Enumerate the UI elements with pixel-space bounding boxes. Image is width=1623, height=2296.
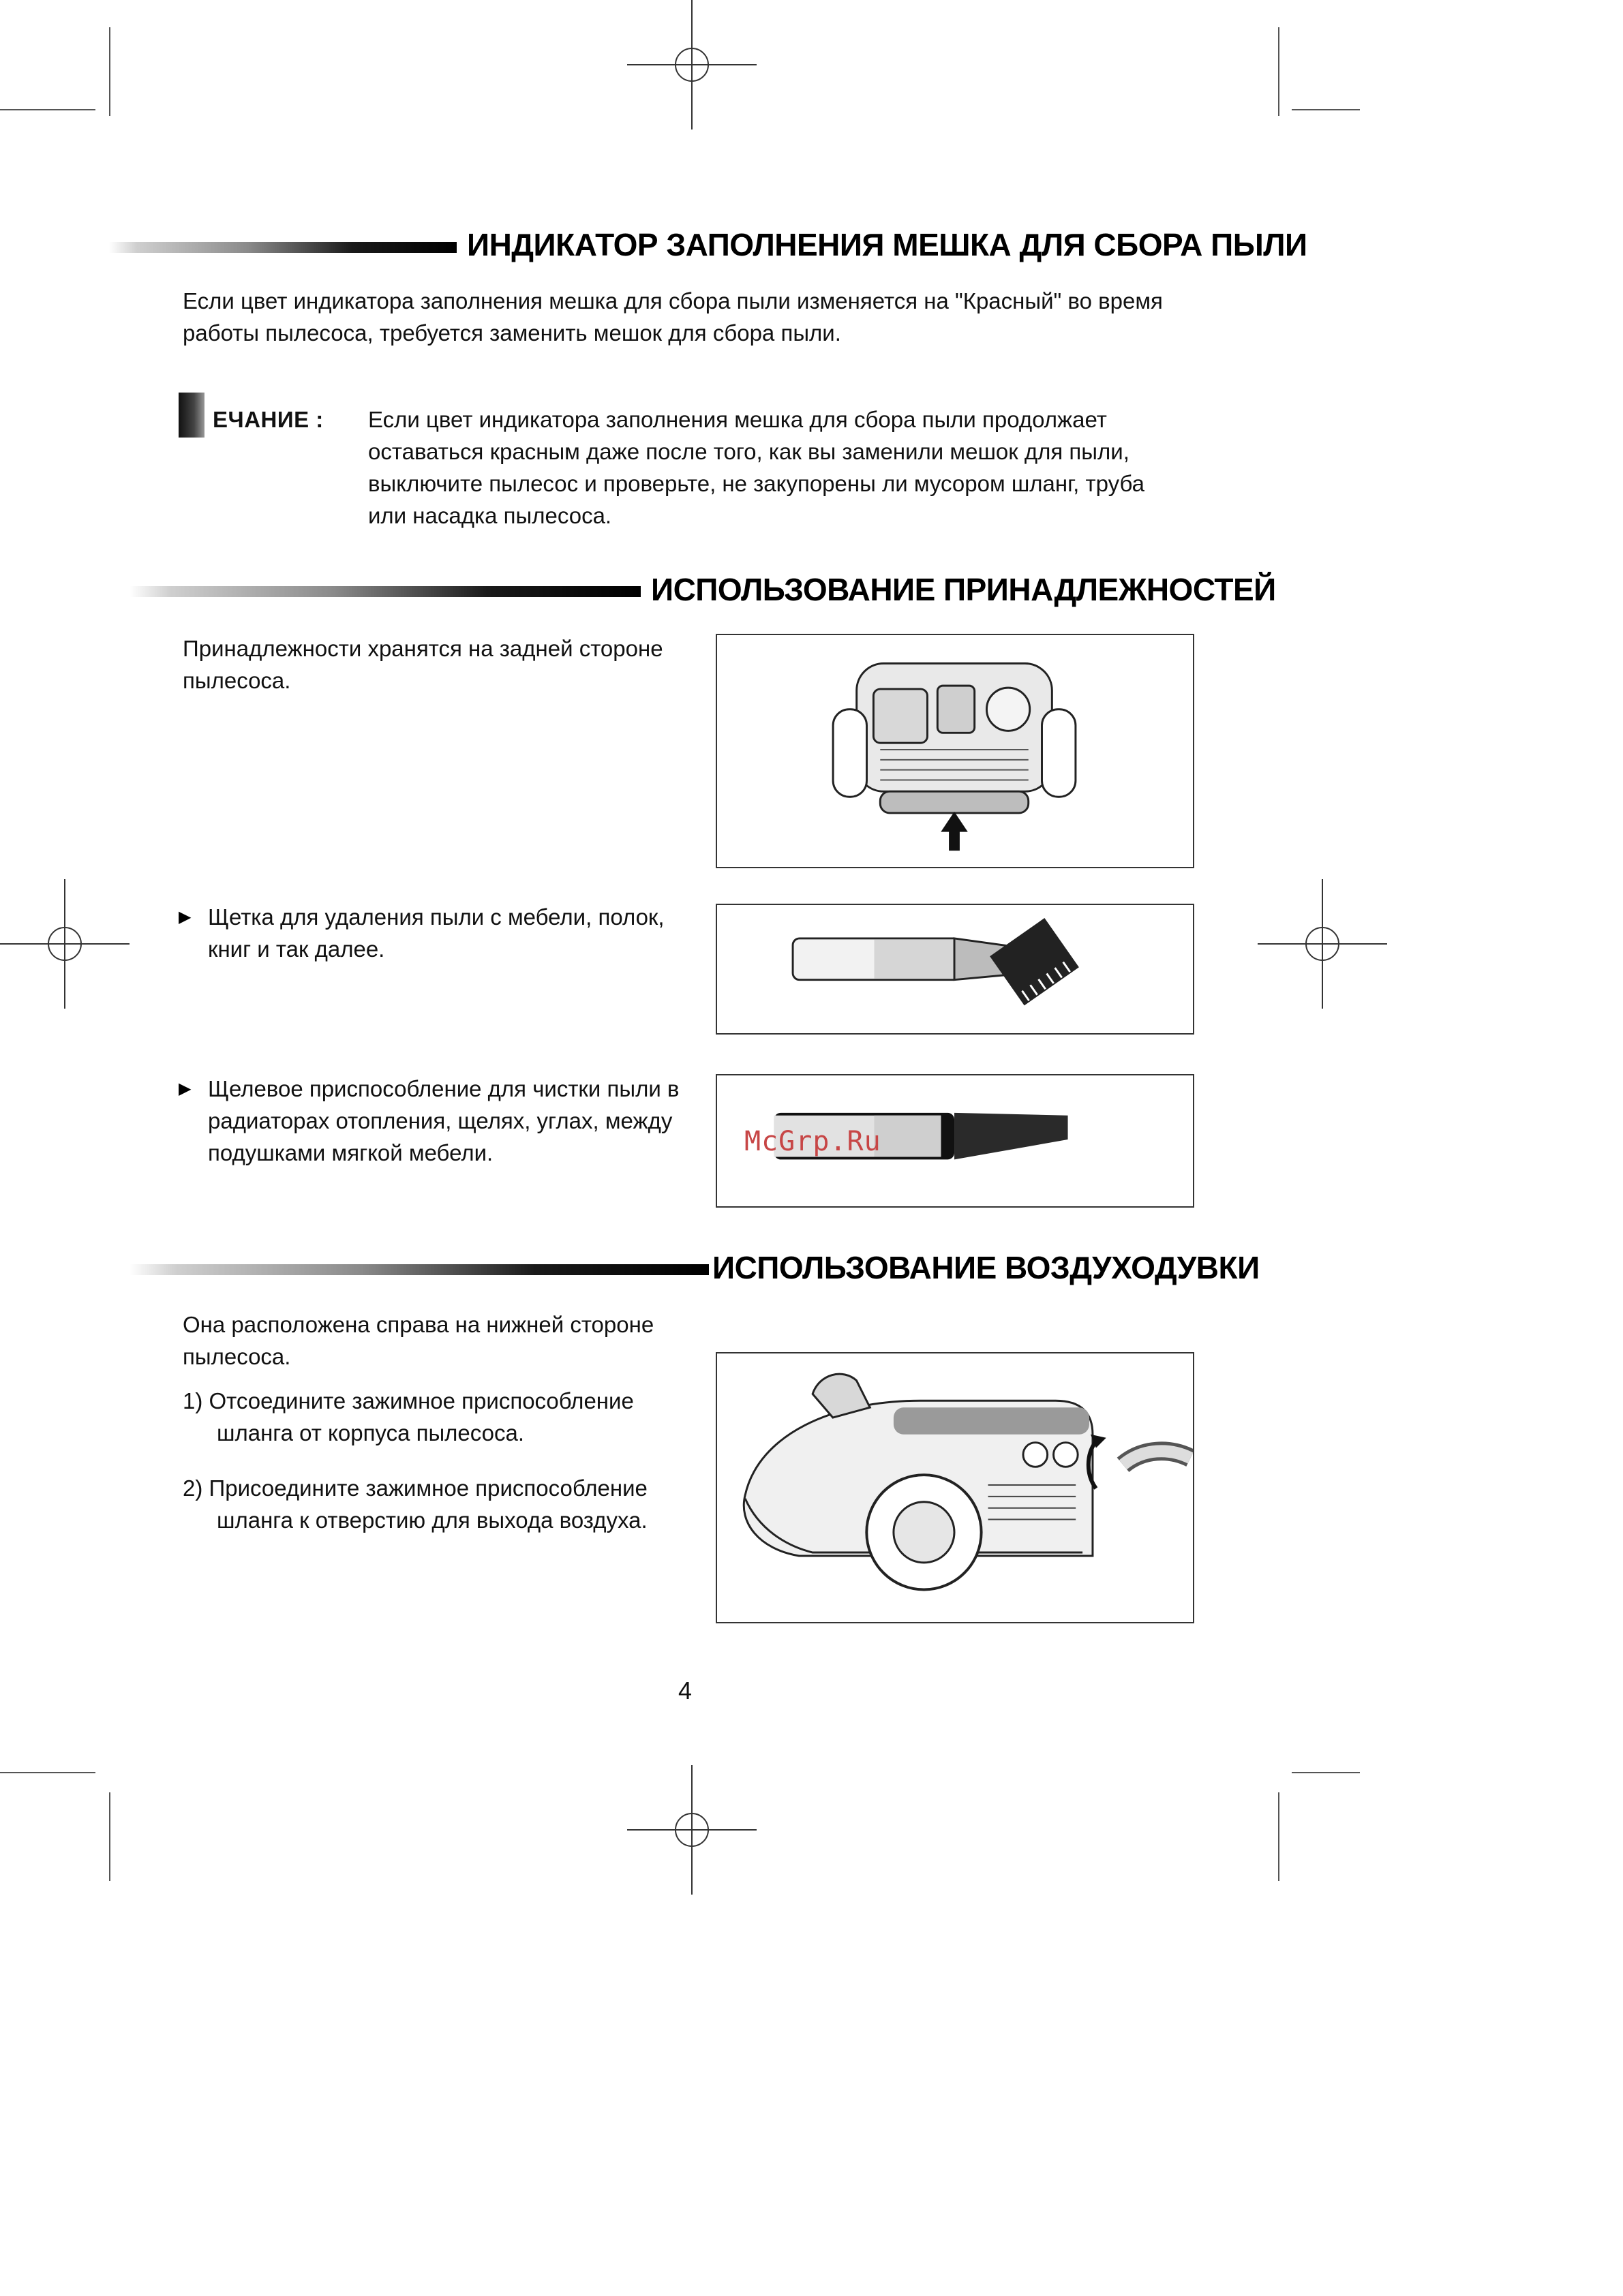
crevice-description: [208, 1073, 699, 1169]
vacuum-rear-view-illustration: [716, 634, 1194, 868]
accessories-intro: [183, 632, 701, 697]
text-line: оставаться красным даже после того, как вы заменили мешок для пыли,: [368, 439, 1129, 464]
text-line: 2) Присоедините зажимное приспособление: [183, 1475, 648, 1501]
crop-mark: [0, 1772, 95, 1773]
indicator-body: [183, 285, 1192, 349]
section-title-indicator: ИНДИКАТОР ЗАПОЛНЕНИЯ МЕШКА ДЛЯ СБОРА ПЫЛИ: [467, 227, 1307, 262]
text-line: пылесоса.: [183, 1344, 291, 1369]
blower-step-2: [183, 1472, 701, 1536]
page-number: 4: [678, 1677, 693, 1704]
dusting-brush-illustration: [716, 904, 1194, 1035]
section-divider-bar: [130, 1264, 709, 1275]
registration-mark-right: [1258, 879, 1387, 1009]
text-line: Если цвет индикатора заполнения мешка для сбора пыли продолжает: [368, 407, 1107, 432]
crop-mark: [1292, 1772, 1360, 1773]
registration-mark-left: [0, 879, 130, 1009]
text-line: или насадка пылесоса.: [368, 503, 612, 528]
text-line: Она расположена справа на нижней стороне: [183, 1312, 654, 1337]
text-line: радиаторах отопления, щелях, углах, между: [208, 1108, 673, 1133]
crop-mark: [1278, 27, 1279, 116]
section-title-blower: ИСПОЛЬЗОВАНИЕ ВОЗДУХОДУВКИ: [712, 1250, 1260, 1285]
text-line: Если цвет индикатора заполнения мешка для сбора пыли изменяется на "Красный" во время: [183, 288, 1163, 313]
text-line: выключите пылесос и проверьте, не закупорены ли мусором шланг, труба: [368, 471, 1144, 496]
text-line: Щелевое приспособление для чистки пыли в: [208, 1076, 680, 1101]
crop-mark: [109, 1792, 110, 1881]
brush-description: [208, 901, 699, 965]
note-hand-icon: [179, 393, 204, 438]
bullet-marker: ▶: [179, 1080, 192, 1098]
blower-step-1: [183, 1385, 701, 1449]
text-line: шланга к отверстию для выхода воздуха.: [217, 1507, 648, 1533]
note-text: [368, 403, 1254, 532]
crop-mark: [1292, 109, 1360, 110]
crop-mark: [109, 27, 110, 116]
registration-mark-top: [627, 0, 757, 129]
text-line: книг и так далее.: [208, 936, 385, 962]
crop-mark: [1278, 1792, 1279, 1881]
text-line: Принадлежности хранятся на задней стороне: [183, 636, 663, 661]
text-line: работы пылесоса, требуется заменить мешок для сбора пыли.: [183, 320, 841, 346]
watermark: McGrp.Ru: [744, 1126, 881, 1157]
text-line: Щетка для удаления пыли с мебели, полок,: [208, 904, 665, 930]
vacuum-blower-illustration: [716, 1352, 1194, 1623]
section-title-accessories: ИСПОЛЬЗОВАНИЕ ПРИНАДЛЕЖНОСТЕЙ: [651, 572, 1276, 607]
registration-mark-bottom: [627, 1765, 757, 1895]
blower-intro: [183, 1308, 701, 1373]
text-line: подушками мягкой мебели.: [208, 1140, 494, 1165]
section-divider-bar: [109, 242, 457, 253]
text-line: шланга от корпуса пылесоса.: [217, 1420, 525, 1445]
section-divider-bar: [130, 586, 641, 597]
text-line: 1) Отсоедините зажимное приспособление: [183, 1388, 634, 1413]
crop-mark: [0, 109, 95, 110]
bullet-marker: ▶: [179, 908, 192, 926]
note-label: ЕЧАНИЕ :: [213, 407, 324, 432]
text-line: пылесоса.: [183, 668, 291, 693]
